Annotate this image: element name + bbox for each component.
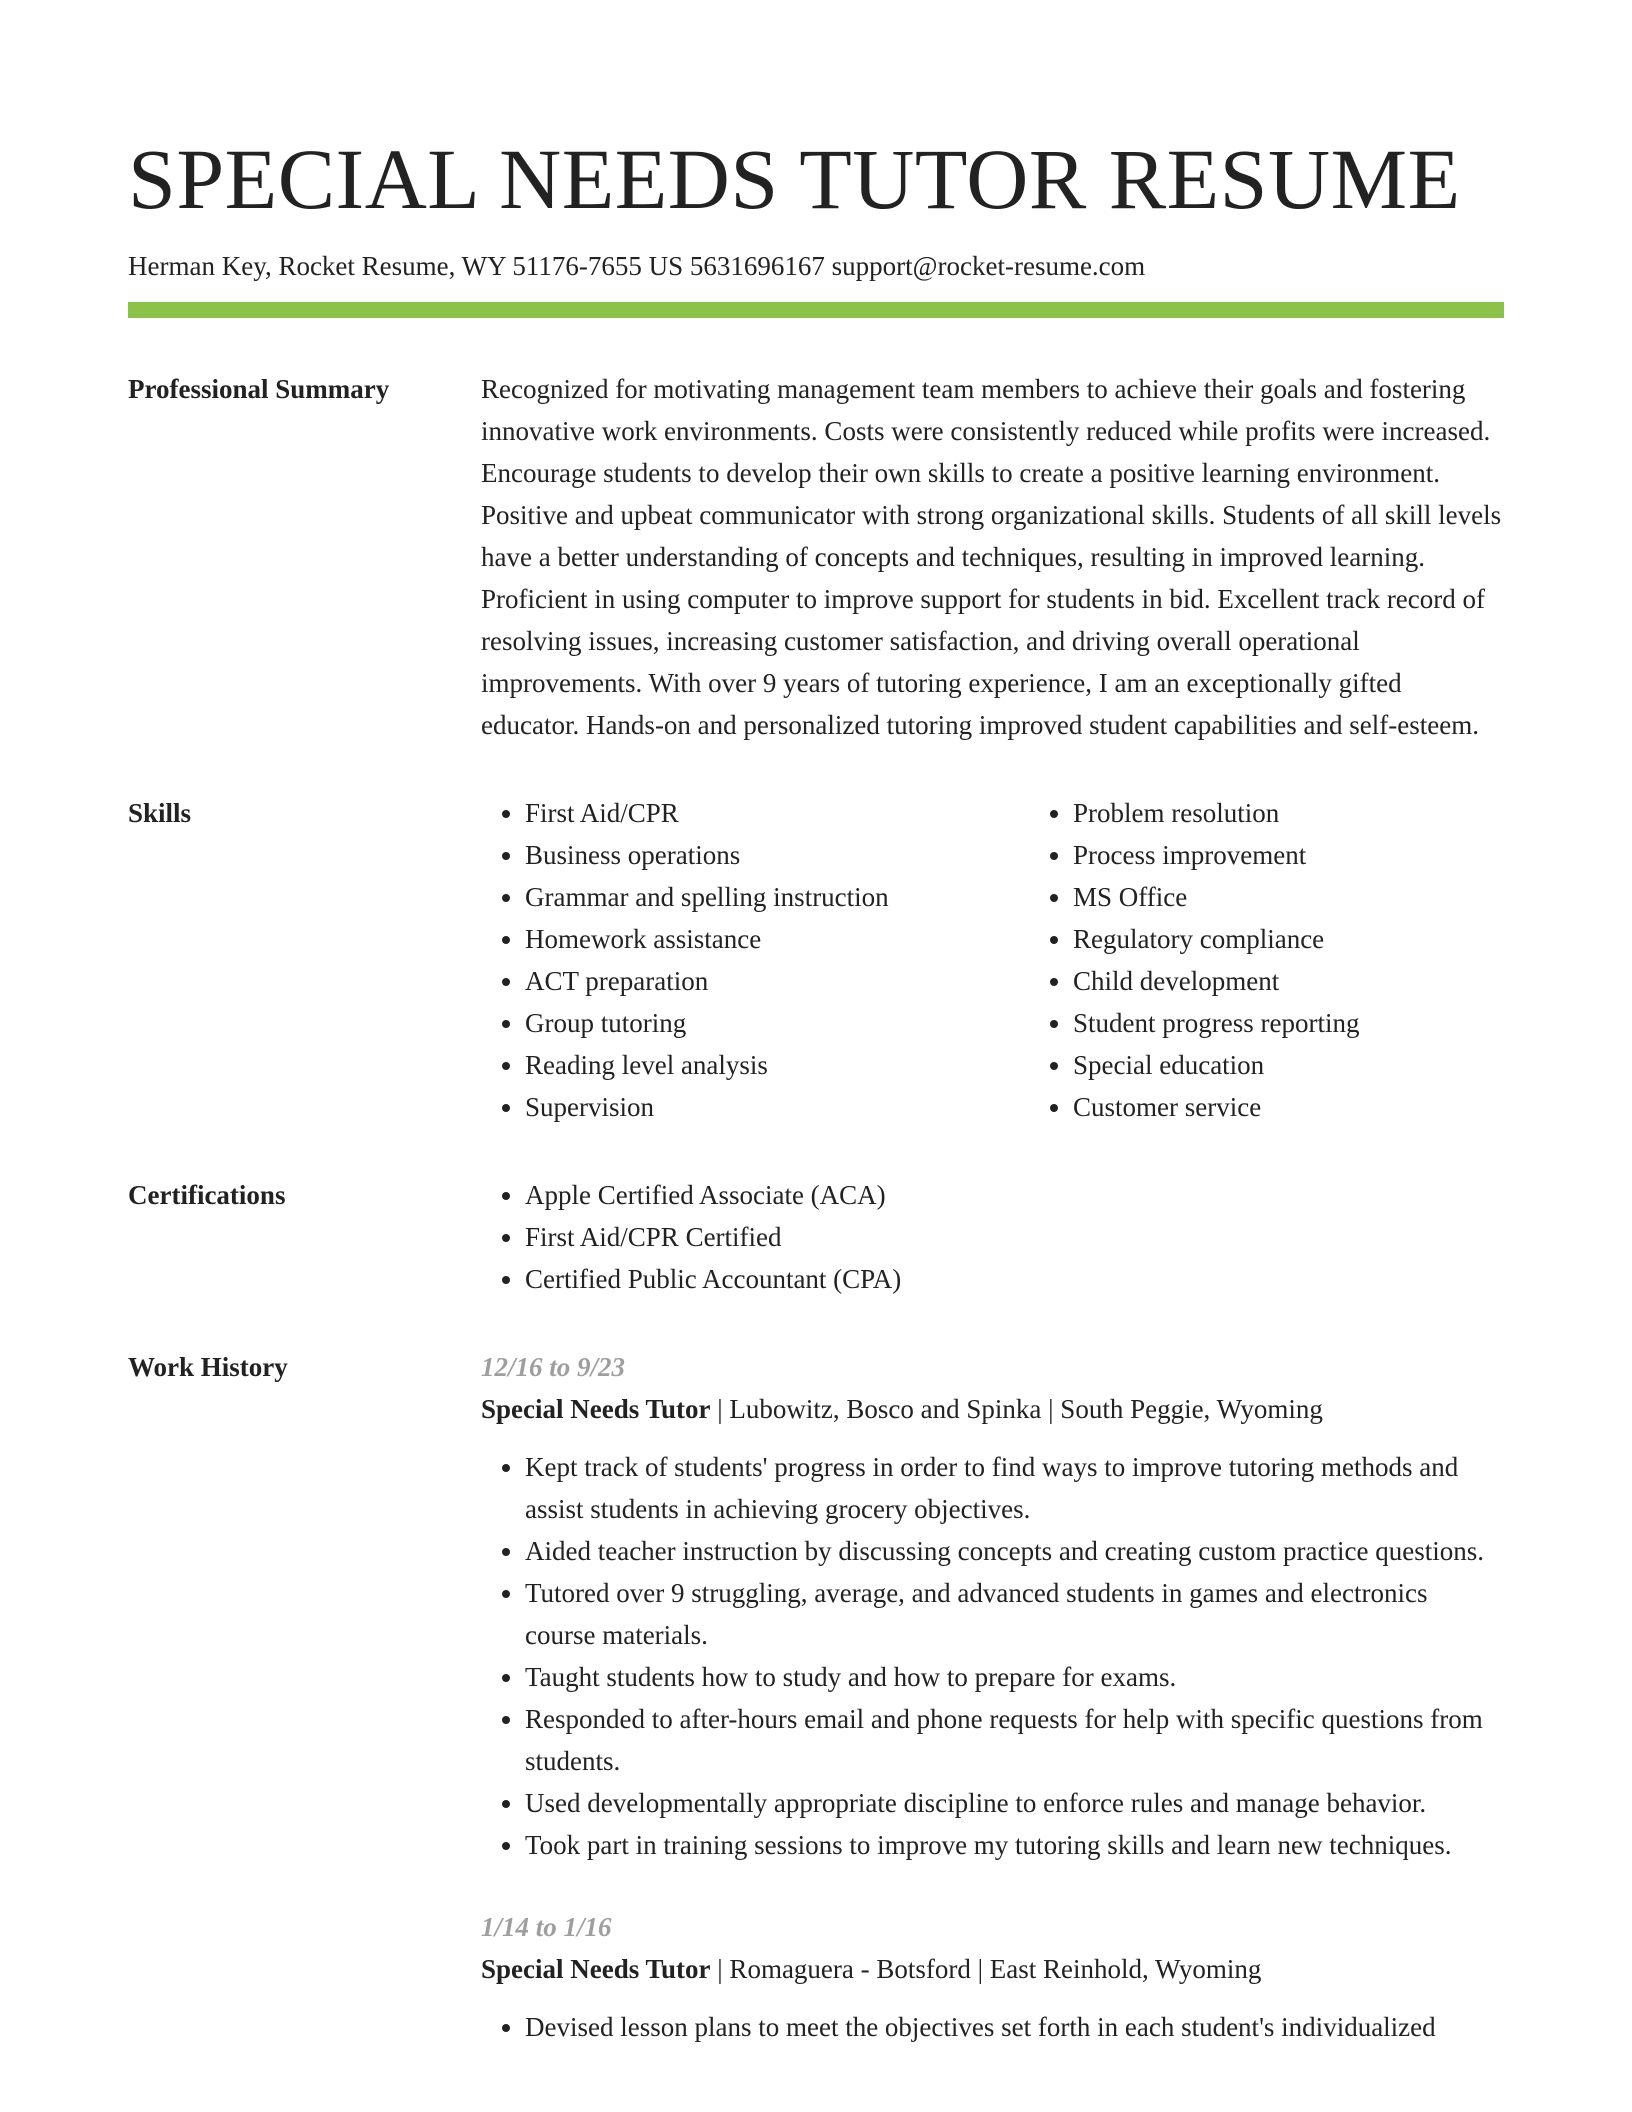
job-employer-location: | Lubowitz, Bosco and Spinka | South Peggie, Wyoming	[710, 1394, 1323, 1425]
section-label-skills: Skills	[128, 798, 192, 829]
skill-item: • Supervision	[525, 1086, 1029, 1128]
skill-item: • Regulatory compliance	[1073, 918, 1577, 960]
certification-item: • First Aid/CPR Certified	[525, 1216, 1504, 1258]
job-dates: 12/16 to 9/23	[481, 1352, 626, 1383]
contact-line: Herman Key, Rocket Resume, WY 51176-7655 US 5631696167 support@rocket-resume.com	[128, 251, 1146, 281]
skill-item: • Group tutoring	[525, 1002, 1029, 1044]
job-entry	[481, 1906, 1504, 2048]
skills-section	[128, 792, 1504, 1128]
certifications-list	[481, 1174, 1504, 1300]
section-label-certifications: Certifications	[128, 1180, 286, 1211]
work-history-section	[128, 1346, 1504, 2048]
skill-item: • First Aid/CPR	[525, 792, 1029, 834]
job-bullet: • Aided teacher instruction by discussing concepts and creating custom practice questions.	[525, 1530, 1504, 1572]
skill-item: • Business operations	[525, 834, 1029, 876]
summary-text: Recognized for motivating management team members to achieve their goals and fostering innovative work environments. Costs were consistently reduced while profits were increased. Encourage students to develop their own skills to create a positive learning environment. Positive and upbeat communicator with strong organizational skills. Students of all skill levels have a better understanding of concepts and techniques, resulting in improved learning. Proficient in using computer to improve support for students in bid. Excellent track record of resolving issues, increasing customer satisfaction, and driving overall operational improvements. With over 9 years of tutoring experience, I am an exceptionally gifted educator. Hands-on and personalized tutoring improved student capabilities and self-esteem.	[481, 374, 1502, 741]
resume-title: SPECIAL NEEDS TUTOR RESUME	[128, 131, 1461, 227]
job-title: Special Needs Tutor	[481, 1954, 711, 1985]
job-bullet: • Taught students how to study and how to prepare for exams.	[525, 1656, 1504, 1698]
certification-item: • Apple Certified Associate (ACA)	[525, 1174, 1504, 1216]
job-employer-location: | Romaguera - Botsford | East Reinhold, Wyoming	[710, 1954, 1262, 1985]
job-bullet: • Responded to after-hours email and phone requests for help with specific questions from students.	[525, 1698, 1504, 1782]
skill-item: • Student progress reporting	[1073, 1002, 1577, 1044]
job-dates: 1/14 to 1/16	[481, 1912, 612, 1943]
skill-item: • ACT preparation	[525, 960, 1029, 1002]
job-bullet: • Kept track of students' progress in order to find ways to improve tutoring methods and assist students in achieving grocery objectives.	[525, 1446, 1504, 1530]
job-bullets	[481, 1446, 1504, 1866]
skill-item: • Child development	[1073, 960, 1577, 1002]
section-label-summary: Professional Summary	[128, 374, 390, 405]
certification-item: • Certified Public Accountant (CPA)	[525, 1258, 1504, 1300]
skill-item: • Homework assistance	[525, 918, 1029, 960]
summary-section	[128, 368, 1504, 746]
job-entry	[481, 1346, 1504, 1866]
skills-list-left	[481, 792, 1029, 1128]
skill-item: • Process improvement	[1073, 834, 1577, 876]
skill-item: • Customer service	[1073, 1086, 1577, 1128]
job-bullet: • Tutored over 9 struggling, average, and advanced students in games and electronics course materials.	[525, 1572, 1504, 1656]
section-label-work-history: Work History	[128, 1352, 288, 1383]
job-bullet: • Used developmentally appropriate discipline to enforce rules and manage behavior.	[525, 1782, 1504, 1824]
job-bullets	[481, 2006, 1504, 2048]
certifications-section	[128, 1174, 1504, 1300]
skills-list-right	[1029, 792, 1577, 1128]
job-bullet: • Devised lesson plans to meet the objectives set forth in each student's individualized	[525, 2006, 1504, 2048]
job-title: Special Needs Tutor	[481, 1394, 711, 1425]
skill-item: • Problem resolution	[1073, 792, 1577, 834]
skill-item: • Special education	[1073, 1044, 1577, 1086]
job-heading	[481, 1388, 1504, 1430]
job-heading	[481, 1948, 1504, 1990]
skill-item: • MS Office	[1073, 876, 1577, 918]
skill-item: • Reading level analysis	[525, 1044, 1029, 1086]
job-bullet: • Took part in training sessions to improve my tutoring skills and learn new techniques.	[525, 1824, 1504, 1866]
skill-item: • Grammar and spelling instruction	[525, 876, 1029, 918]
accent-divider	[128, 302, 1504, 318]
